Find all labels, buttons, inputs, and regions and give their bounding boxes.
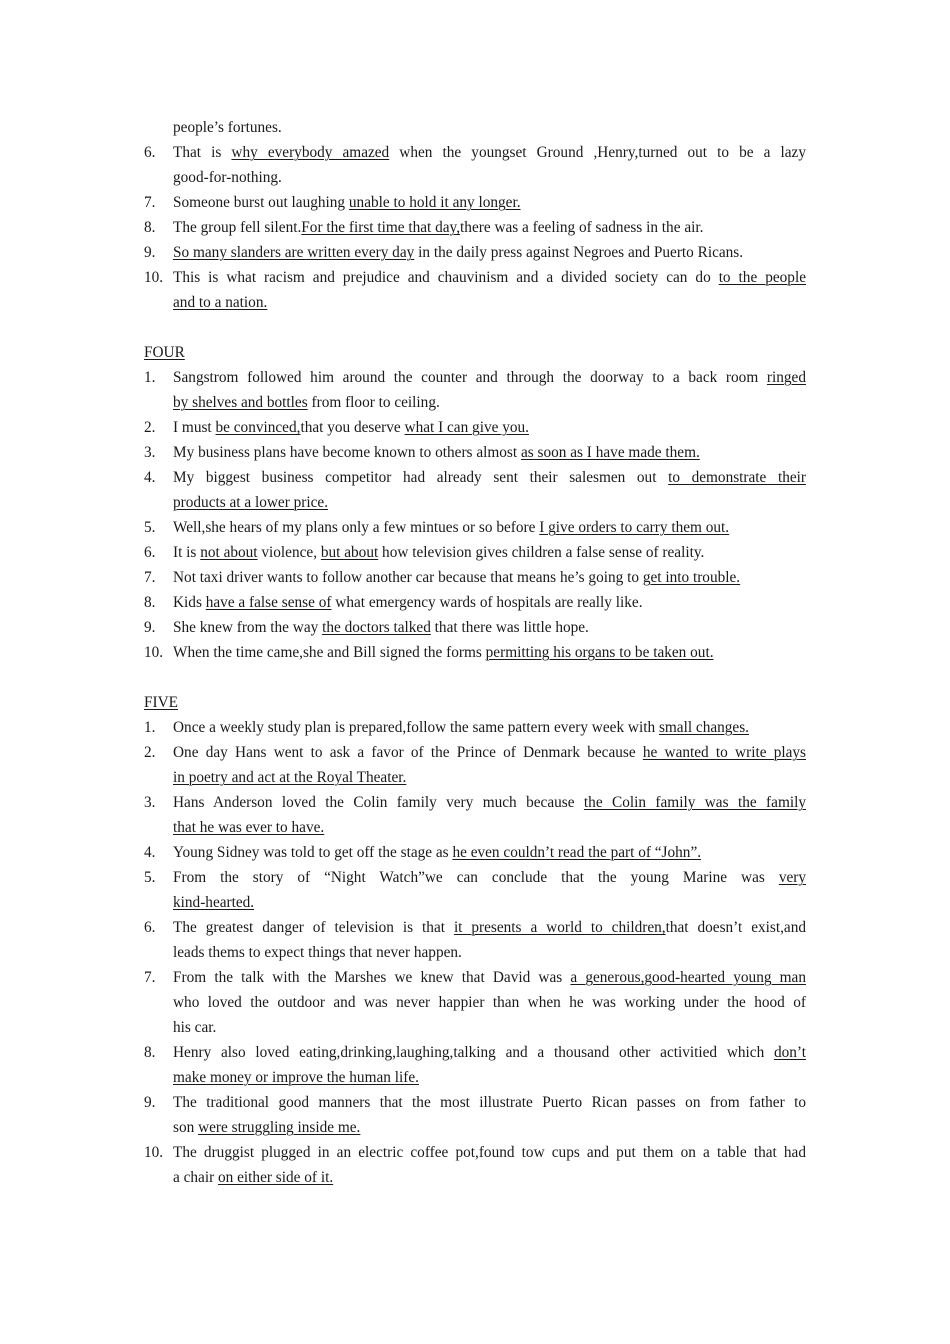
item-text: That is why everybody amazed when the youngset Ground ,Henry,turned out to be a lazy xyxy=(173,144,806,161)
item-text-continued xyxy=(0,765,950,790)
item-number: 6. xyxy=(144,144,156,161)
item-number: 9. xyxy=(144,244,156,261)
item-text: Not taxi driver wants to follow another car because that means he’s going to get into trouble. xyxy=(173,569,741,586)
list-item xyxy=(0,265,950,290)
item-text: From the talk with the Marshes we knew that David was a generous,good-hearted young man xyxy=(173,969,806,986)
answer-underline: in poetry and act at the Royal Theater. xyxy=(173,769,407,786)
continued-line: people’s fortunes. xyxy=(173,119,282,136)
list-item xyxy=(0,540,950,565)
section-gap xyxy=(0,665,950,690)
item-text-continued xyxy=(0,890,950,915)
answer-underline: and to a nation. xyxy=(173,294,268,311)
item-number: 6. xyxy=(144,919,156,936)
list-item xyxy=(0,565,950,590)
item-text-continued: leads thems to expect things that never happen. xyxy=(173,944,462,961)
item-number: 3. xyxy=(144,794,156,811)
item-number: 4. xyxy=(144,469,156,486)
list-item xyxy=(0,965,950,990)
item-text: My biggest business competitor had already sent their salesmen out to demonstrate their xyxy=(173,469,806,486)
answer-underline: very xyxy=(778,869,806,886)
answer-underline: ringed xyxy=(766,369,806,386)
answer-underline: it presents a world to children, xyxy=(453,919,666,936)
item-text-continued: son were struggling inside me. xyxy=(173,1119,361,1136)
item-text: Hans Anderson loved the Colin family very much because the Colin family was the family xyxy=(173,794,806,811)
list-item xyxy=(0,365,950,390)
answer-underline: permitting his organs to be taken out. xyxy=(485,644,714,661)
answer-underline: make money or improve the human life. xyxy=(173,1069,419,1086)
item-number: 7. xyxy=(144,194,156,211)
answer-underline: have a false sense of xyxy=(205,594,332,611)
answer-underline: to demonstrate their xyxy=(668,469,806,486)
answer-underline: So many slanders are written every day xyxy=(173,244,415,261)
list-item xyxy=(0,140,950,165)
section-heading-four: FOUR xyxy=(144,344,185,361)
item-text: Sangstrom followed him around the counter and through the doorway to a back room ringed xyxy=(173,369,806,386)
list-item xyxy=(0,1040,950,1065)
item-number: 7. xyxy=(144,969,156,986)
list-item xyxy=(0,740,950,765)
answer-underline: why everybody amazed xyxy=(231,144,390,161)
item-text-continued xyxy=(0,290,950,315)
item-number: 2. xyxy=(144,744,156,761)
item-number: 8. xyxy=(144,594,156,611)
item-number: 8. xyxy=(144,1044,156,1061)
item-text-continued: by shelves and bottles from floor to ceiling. xyxy=(173,394,440,411)
item-number: 2. xyxy=(144,419,156,436)
item-text: The druggist plugged in an electric coffee pot,found tow cups and put them on a table that had xyxy=(173,1144,806,1161)
item-text: One day Hans went to ask a favor of the Prince of Denmark because he wanted to write plays xyxy=(173,744,806,761)
item-number: 9. xyxy=(144,619,156,636)
list-item xyxy=(0,1090,950,1115)
item-text: The greatest danger of television is that it presents a world to children,that doesn’t exist,and xyxy=(173,919,806,936)
list-item xyxy=(0,865,950,890)
list-item xyxy=(0,590,950,615)
list-item xyxy=(0,415,950,440)
document-page xyxy=(0,115,950,1190)
item-text: The traditional good manners that the most illustrate Puerto Rican passes on from father to xyxy=(173,1094,806,1111)
item-text: She knew from the way the doctors talked that there was little hope. xyxy=(173,619,589,636)
item-number: 7. xyxy=(144,569,156,586)
item-number: 1. xyxy=(144,369,156,386)
item-text: When the time came,she and Bill signed the forms permitting his organs to be taken out. xyxy=(173,644,714,661)
list-item xyxy=(0,715,950,740)
item-text-continued: his car. xyxy=(173,1019,217,1036)
answer-underline: kind-hearted. xyxy=(173,894,255,911)
list-item xyxy=(0,1140,950,1165)
answer-underline: don’t xyxy=(773,1044,806,1061)
answer-underline: to the people xyxy=(718,269,806,286)
item-text: Young Sidney was told to get off the stage as he even couldn’t read the part of “John”. xyxy=(173,844,702,861)
item-number: 9. xyxy=(144,1094,156,1111)
item-text: Someone burst out laughing unable to hold it any longer. xyxy=(173,194,521,211)
item-number: 10. xyxy=(144,1144,164,1161)
item-number: 4. xyxy=(144,844,156,861)
item-text: So many slanders are written every day in the daily press against Negroes and Puerto Ricans. xyxy=(173,244,744,261)
list-item xyxy=(0,190,950,215)
answer-underline: by shelves and bottles xyxy=(173,394,308,411)
item-text-continued xyxy=(0,1065,950,1090)
item-text: It is not about violence, but about how television gives children a false sense of reality. xyxy=(173,544,705,561)
list-item xyxy=(0,840,950,865)
item-number: 5. xyxy=(144,869,156,886)
item-text-continued: good-for-nothing. xyxy=(173,169,282,186)
item-text: Kids have a false sense of what emergency wards of hospitals are really like. xyxy=(173,594,643,611)
item-number: 5. xyxy=(144,519,156,536)
item-number: 6. xyxy=(144,544,156,561)
answer-underline: he even couldn’t read the part of “John”. xyxy=(452,844,702,861)
item-number: 3. xyxy=(144,444,156,461)
answer-underline: that he was ever to have. xyxy=(173,819,325,836)
answer-underline: on either side of it. xyxy=(218,1169,334,1186)
answer-underline: be convinced, xyxy=(215,419,301,436)
item-number: 10. xyxy=(144,644,164,661)
list-item xyxy=(0,790,950,815)
list-item xyxy=(0,640,950,665)
item-text: This is what racism and prejudice and chauvinism and a divided society can do to the people xyxy=(173,269,806,286)
answer-underline: For the first time that day, xyxy=(301,219,461,236)
item-text: From the story of “Night Watch”we can conclude that the young Marine was very xyxy=(173,869,806,886)
item-text: My business plans have become known to others almost as soon as I have made them. xyxy=(173,444,700,461)
answer-underline: the Colin family was the family xyxy=(583,794,806,811)
answer-underline: get into trouble. xyxy=(642,569,741,586)
section-heading-five: FIVE xyxy=(144,694,178,711)
answer-underline: were struggling inside me. xyxy=(198,1119,361,1136)
answer-underline: the doctors talked xyxy=(322,619,431,636)
answer-underline: he wanted to write plays xyxy=(642,744,806,761)
item-text-continued: who loved the outdoor and was never happier than when he was working under the hood of xyxy=(173,994,806,1011)
list-item xyxy=(0,240,950,265)
item-number: 10. xyxy=(144,269,164,286)
item-number: 8. xyxy=(144,219,156,236)
item-number: 1. xyxy=(144,719,156,736)
answer-underline: as soon as I have made them. xyxy=(520,444,700,461)
answer-underline: a generous,good-hearted young man xyxy=(570,969,806,986)
item-text-continued: a chair on either side of it. xyxy=(173,1169,334,1186)
list-item xyxy=(0,215,950,240)
answer-underline: unable to hold it any longer. xyxy=(348,194,521,211)
answer-underline: what I can give you. xyxy=(404,419,529,436)
answer-underline: small changes. xyxy=(658,719,749,736)
item-text-continued xyxy=(0,815,950,840)
list-item xyxy=(0,440,950,465)
list-item xyxy=(0,615,950,640)
section-gap xyxy=(0,315,950,340)
list-item xyxy=(0,515,950,540)
answer-underline: but about xyxy=(320,544,379,561)
answer-underline: products at a lower price. xyxy=(173,494,329,511)
list-item xyxy=(0,465,950,490)
item-text: Once a weekly study plan is prepared,follow the same pattern every week with small changes. xyxy=(173,719,749,736)
item-text-continued xyxy=(0,490,950,515)
answer-underline: I give orders to carry them out. xyxy=(539,519,730,536)
item-text: I must be convinced,that you deserve what I can give you. xyxy=(173,419,529,436)
answer-underline: not about xyxy=(200,544,258,561)
item-text: The group fell silent.For the first time that day,there was a feeling of sadness in the air. xyxy=(173,219,704,236)
item-text: Well,she hears of my plans only a few mintues or so before I give orders to carry them out. xyxy=(173,519,730,536)
list-item xyxy=(0,915,950,940)
item-text: Henry also loved eating,drinking,laughing,talking and a thousand other activitied which don’t xyxy=(173,1044,806,1061)
